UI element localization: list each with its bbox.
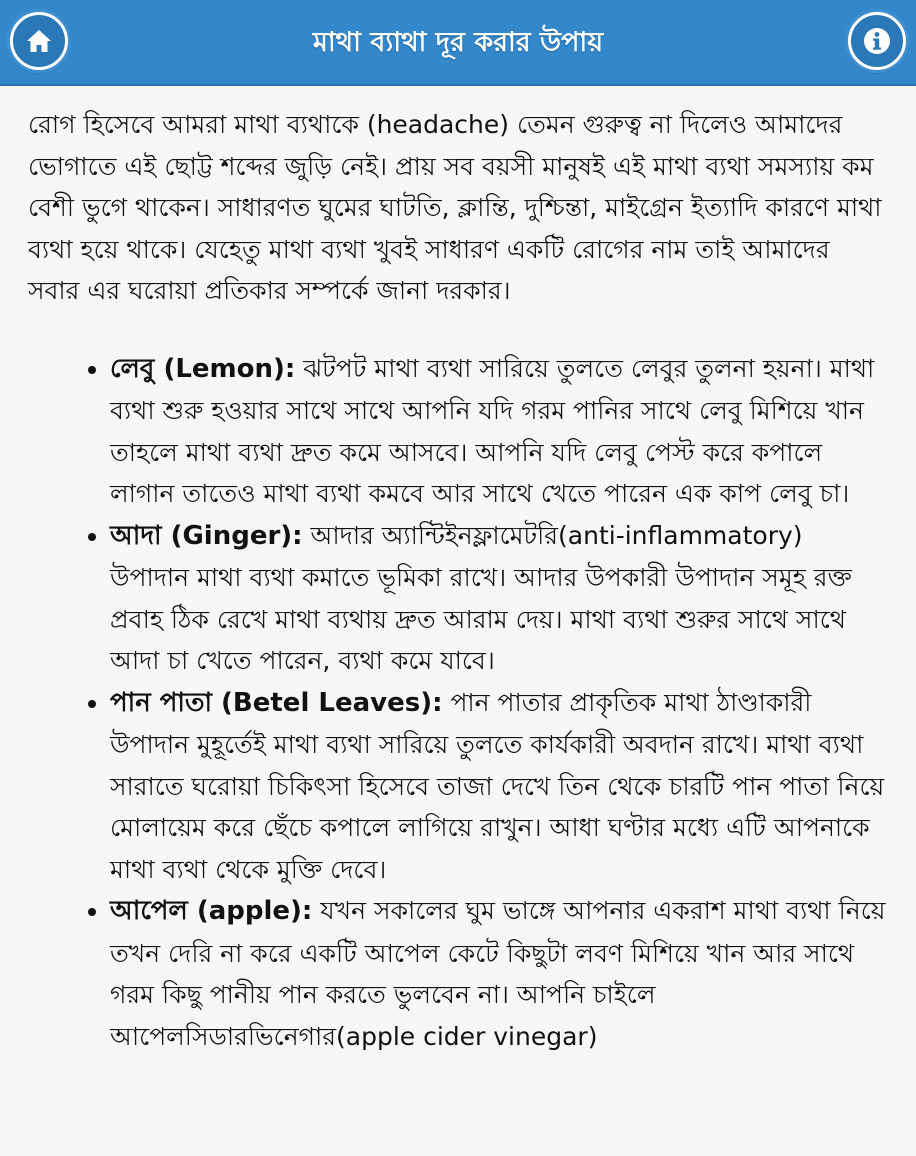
intro-paragraph: রোগ হিসেবে আমরা মাথা ব্যথাকে (headache) তেমন গুরুত্ব না দিলেও আমাদের ভোগাতে এই ছোট্ট শব্দের জুড়ি নেই। প্রায় সব বয়সী মানুষই এই মাথা ব্যথা সমস্যায় কম বেশী ভুগে থাকেন। সাধারণত ঘুমের ঘাটতি, ক্লান্তি, দুশ্চিন্তা, মাইগ্রেন ইত্যাদি কারণে মাথা ব্যথা হয়ে থাকে। যেহেতু মাথা ব্যথা খুবই সাধারণ একটি রোগের নাম তাই আমাদের সবার এর ঘরোয়া প্রতিকার সম্পর্কে জানা দরকার। bbox=[28, 110, 882, 305]
remedy-text: যখন সকালের ঘুম ভাঙ্গে আপনার একরাশ মাথা ব্যথা নিয়ে তখন দেরি না করে একটি আপেল কেটে কিছুটা লবণ মিশিয়ে খান আর সাথে গরম কিছু পানীয় পান করতে ভুলবেন না। আপনি চাইলে আপেলসিডারভিনেগার(apple cider vinegar) bbox=[110, 896, 886, 1051]
list-item bbox=[110, 515, 886, 682]
remedy-title: আপেল (apple): bbox=[110, 896, 313, 926]
remedy-list bbox=[28, 348, 886, 1058]
home-icon bbox=[25, 28, 53, 54]
home-button[interactable] bbox=[10, 12, 68, 70]
info-icon bbox=[863, 27, 891, 55]
info-button[interactable] bbox=[848, 12, 906, 70]
remedy-title: পান পাতা (Betel Leaves): bbox=[110, 687, 443, 718]
list-item bbox=[110, 682, 886, 891]
remedy-title: আদা (Ginger): bbox=[110, 520, 303, 551]
remedy-text: আদার অ্যান্টিইনফ্লামেটরি(anti-inflammatory) উপাদান মাথা ব্যথা কমাতে ভূমিকা রাখে। আদার উপকারী উপাদান সমূহ রক্ত প্রবাহ ঠিক রেখে মাথা ব্যথায় দ্রুত আরাম দেয়। মাথা ব্যথা শুরুর সাথে সাথে আদা চা খেতে পারেন, ব্যথা কমে যাবে। bbox=[110, 520, 852, 675]
list-item bbox=[110, 890, 886, 1057]
remedy-title: লেবু (Lemon): bbox=[110, 353, 296, 384]
list-item bbox=[110, 348, 886, 515]
page-title: মাথা ব্যাথা দূর করার উপায় bbox=[312, 27, 604, 58]
app-header bbox=[0, 0, 916, 86]
remedy-text: পান পাতার প্রাকৃতিক মাথা ঠাণ্ডাকারী উপাদান মুহূর্তেই মাথা ব্যথা সারিয়ে তুলতে কার্যকারী অবদান রাখে। মাথা ব্যথা সারাতে ঘরোয়া চিকিৎসা হিসেবে তাজা দেখে তিন থেকে চারটি পান পাতা নিয়ে মোলায়েম করে ছেঁচে কপালে লাগিয়ে রাখুন। আধা ঘণ্টার মধ্যে এটি আপনাকে মাথা ব্যথা থেকে মুক্তি দেবে। bbox=[110, 687, 885, 884]
remedy-text: ঝটপট মাথা ব্যথা সারিয়ে তুলতে লেবুর তুলনা হয়না। মাথা ব্যথা শুরু হওয়ার সাথে সাথে আপনি যদি গরম পানির সাথে লেবু মিশিয়ে খান তাহলে মাথা ব্যথা দ্রুত কমে আসবে। আপনি যদি লেবু পেস্ট করে কপালে লাগান তাতেও মাথা ব্যথা কমবে আর সাথে খেতে পারেন এক কাপ লেবু চা। bbox=[110, 353, 875, 508]
article-content bbox=[0, 86, 916, 1057]
